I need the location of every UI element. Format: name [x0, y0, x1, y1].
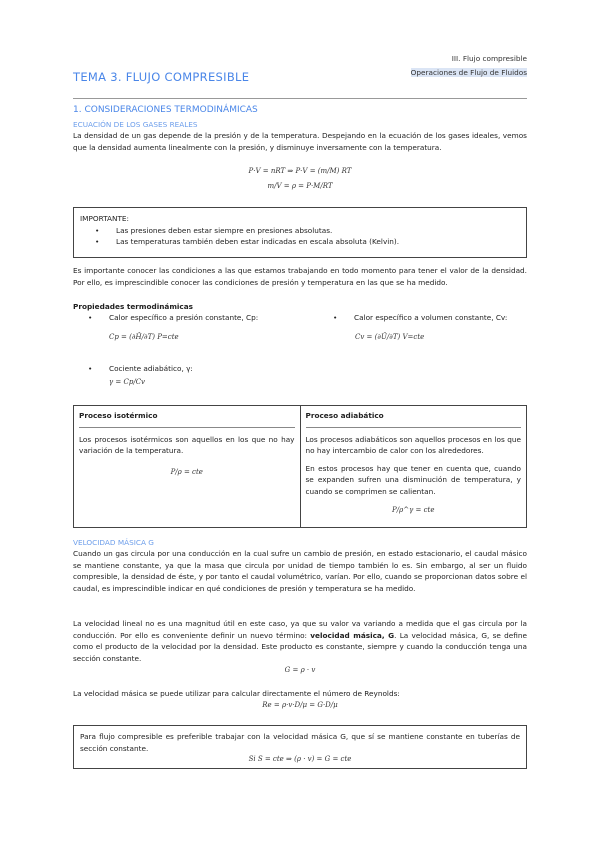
list-item: • Las presiones deben estar siempre en presiones absolutas. [80, 225, 520, 237]
adiabatic-equation: P/ρ^γ = cte [392, 506, 435, 514]
text: . La velocidad másica, G, se define como el producto de la velocidad por la densidad. Este producto es constante, siempre y cuando la conducción tenga una sección constante. [73, 630, 527, 663]
adiabatic-text: Los procesos adiabáticos son aquellos procesos en los que no hay intercambio de calor con los alrededores. [305, 434, 521, 455]
header-course: Operaciones de Flujo de Fluidos [410, 68, 527, 77]
adiabatic-title: Proceso adiabático [306, 410, 522, 428]
text: La velocidad lineal no es una magnitud útil en este caso, ya que su valor va variando a medida que el gas circula por la conducción. Por ello es conveniente definir un nuevo término: [73, 619, 527, 640]
paragraph [73, 618, 527, 664]
subsection-heading: VELOCIDAD MÁSICA G [73, 538, 154, 547]
adiabatic-text: En estos procesos hay que tener en cuenta que, cuando se expanden sufren una disminución de temperatura, y cuando se comprimen se calientan. [305, 463, 521, 496]
adiabatic-cell [300, 406, 527, 527]
equation: m/V = ρ = P·M/RT [267, 182, 333, 190]
list-item-cv: • Calor específico a volumen constante, Cv: [318, 312, 538, 324]
note-box [73, 725, 527, 769]
isothermal-text: Los procesos isotérmicos son aquellos en los que no hay variación de la temperatura. [79, 434, 295, 455]
important-box [73, 207, 527, 258]
list-item: • Las temperaturas también deben estar indicadas en escala absoluta (Kelvin). [80, 236, 520, 248]
process-table [73, 405, 527, 528]
subsection-heading: ECUACIÓN DE LOS GASES REALES [73, 120, 198, 129]
isothermal-equation: P/ρ = cte [170, 467, 203, 476]
note-equation: Si S = cte ⇒ (ρ · v) = G = cte [248, 755, 352, 763]
equation: G = ρ · v [284, 666, 316, 674]
paragraph: La velocidad másica se puede utilizar para calcular directamente el número de Reynolds: [73, 689, 400, 698]
important-label: IMPORTANTE: [80, 214, 129, 223]
list-item-gamma: • Cociente adiabático, γ: [73, 363, 293, 375]
bold-term: velocidad másica, G [310, 630, 395, 640]
divider [73, 98, 527, 99]
list-item-cp: • Calor específico a presión constante, Cp: [73, 312, 293, 324]
paragraph: Es importante conocer las condiciones a las que estamos trabajando en todo momento para tener el valor de la densidad. Por ello, es imprescindible conocer las condiciones de presión y temperatura en las que se ha medido. [73, 266, 527, 287]
isothermal-cell [74, 406, 300, 527]
paragraph: Cuando un gas circula por una conducción en la cual sufre un cambio de presión, en estado estacionario, el caudal másico se mantiene constante, ya que la masa que circula por unidad de tiempo también lo es. Sin embargo, al ser un fluido compresible, la densidad de éste, y por tanto el caudal volumétrico, varían. Por ello, cuando se proporcionan datos sobre el caudal, es imprescindible indicar en qué condiciones de presión y temperatura se ha medido. [73, 549, 527, 593]
note-text: Para flujo compresible es preferible trabajar con la velocidad másica G, que sí se mantiene constante en tuberías de sección constante. [80, 732, 520, 753]
equation-cp: Cp = (∂Ĥ/∂T) P=cte [109, 333, 179, 341]
equation-cv: Cv = (∂Û/∂T) V=cte [355, 333, 425, 341]
page-title: TEMA 3. FLUJO COMPRESIBLE [73, 70, 250, 84]
equation: P·V = nRT ⇒ P·V = (m/M) RT [248, 167, 352, 175]
section-heading: 1. CONSIDERACIONES TERMODINÁMICAS [73, 105, 258, 115]
equation: Re = ρ·v·D/μ = G·D/μ [262, 701, 338, 709]
header-chapter: III. Flujo compresible [451, 54, 527, 63]
equation-gamma: γ = Cp/Cv [109, 378, 146, 386]
isothermal-title: Proceso isotérmico [79, 410, 295, 428]
paragraph: La densidad de un gas depende de la presión y de la temperatura. Despejando en la ecuación de los gases ideales, vemos que la densidad aumenta linealmente con la presión, y disminuye inversamente con la temperatura. [73, 131, 527, 152]
properties-heading: Propiedades termodinámicas [73, 302, 194, 311]
